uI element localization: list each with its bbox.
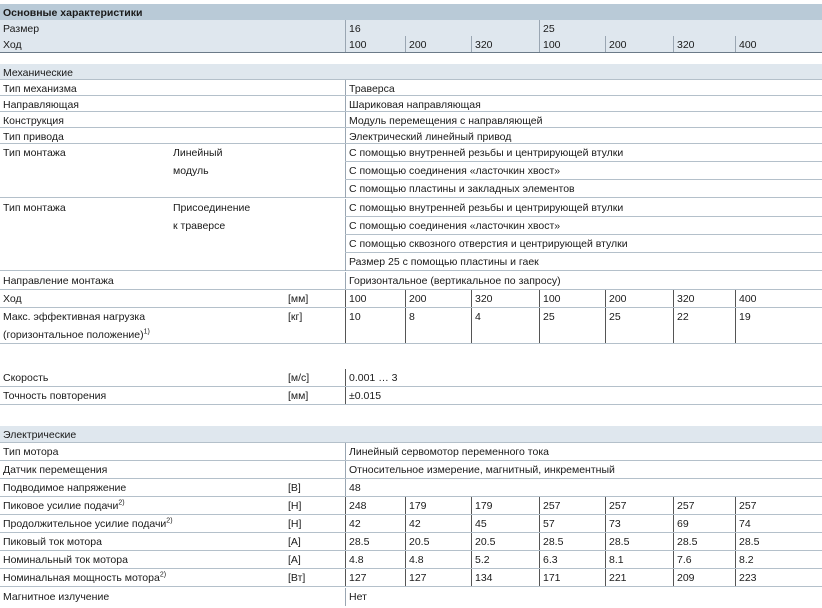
- mechanism-type-value: Траверса: [345, 80, 822, 95]
- payload-value: 19: [735, 308, 822, 343]
- peak-current-label: Пиковый ток мотора: [3, 536, 102, 548]
- mount-type-label: Тип монтажа: [3, 202, 66, 214]
- drive-type-value: Электрический линейный привод: [345, 128, 822, 143]
- mount-traverse-value: С помощью соединения «ласточкин хвост»: [345, 217, 822, 234]
- stroke-value: 200: [605, 290, 673, 307]
- stroke-value: 200: [405, 290, 471, 307]
- encoder-row: [0, 461, 822, 479]
- continuous-force-value: 45: [471, 515, 539, 532]
- continuous-force-value: 73: [605, 515, 673, 532]
- mechanism-type-row: [0, 80, 822, 96]
- section-mechanical: [0, 64, 822, 80]
- mechanism-type-label: Тип механизма: [3, 83, 77, 95]
- peak-force-value: 257: [539, 497, 605, 514]
- magnetic-emission-row: [0, 588, 822, 606]
- continuous-force-value: 69: [673, 515, 735, 532]
- mount-direction-row: [0, 272, 822, 290]
- section-mechanical-label: Механические: [3, 67, 73, 79]
- drive-type-label: Тип привода: [3, 131, 64, 143]
- footnote-2: 2): [118, 499, 125, 507]
- nominal-current-value: 6.3: [539, 551, 605, 568]
- peak-force-value: 257: [735, 497, 822, 514]
- stroke-value: 320: [471, 290, 539, 307]
- nominal-power-value: 221: [605, 569, 673, 586]
- speed-label: Скорость: [3, 372, 49, 384]
- mount-traverse-option: [345, 253, 822, 271]
- guide-row: [0, 96, 822, 112]
- payload-value: 4: [471, 308, 539, 343]
- nominal-power-value: 127: [345, 569, 405, 586]
- continuous-force-value: 42: [345, 515, 405, 532]
- nominal-power-value: 223: [735, 569, 822, 586]
- stroke-header-label: Ход: [3, 39, 22, 51]
- nominal-power-label: [0, 569, 285, 586]
- peak-force-value: 257: [605, 497, 673, 514]
- peak-current-unit: [А]: [288, 536, 301, 548]
- mount-direction-label: Направление монтажа: [3, 275, 114, 287]
- table-title: Основные характеристики: [3, 7, 143, 19]
- guide-value: Шариковая направляющая: [345, 96, 822, 111]
- size-25: 25: [539, 20, 822, 36]
- payload-value: 10: [345, 308, 405, 343]
- mount-sub-line1: Линейный: [173, 147, 223, 159]
- stroke-value: 100: [539, 290, 605, 307]
- mount-sub-line2: к траверсе: [173, 220, 226, 232]
- nominal-power-value: 171: [539, 569, 605, 586]
- section-electrical: [0, 426, 822, 443]
- nominal-power-row: [0, 569, 822, 587]
- table-title-row: [0, 4, 822, 20]
- payload-value: 8: [405, 308, 471, 343]
- payload-label-line2: [0, 326, 285, 343]
- continuous-force-row: [0, 515, 822, 533]
- nominal-current-unit: [А]: [288, 554, 301, 566]
- footnote-1: 1): [143, 328, 150, 336]
- payload-value: 25: [539, 308, 605, 343]
- stroke-header-row: [0, 36, 822, 53]
- speed-value: 0.001 … 3: [345, 369, 822, 386]
- mount-linear-value: С помощью внутренней резьбы и центрирующей втулки: [345, 144, 822, 161]
- peak-force-value: 257: [673, 497, 735, 514]
- nominal-current-value: 8.2: [735, 551, 822, 568]
- peak-force-value: 248: [345, 497, 405, 514]
- continuous-force-value: 57: [539, 515, 605, 532]
- speed-unit: [м/с]: [288, 372, 310, 384]
- mount-traverse-option: [345, 217, 822, 235]
- payload-value: 22: [673, 308, 735, 343]
- peak-force-row: [0, 497, 822, 515]
- continuous-force-label-text: Продолжительное усилие подачи: [3, 518, 167, 530]
- voltage-label: Подводимое напряжение: [3, 482, 127, 494]
- nominal-current-value: 4.8: [345, 551, 405, 568]
- payload-label-text: (горизонтальное положение): [3, 329, 144, 341]
- peak-current-value: 28.5: [735, 533, 822, 550]
- design-row: [0, 112, 822, 128]
- peak-current-value: 20.5: [405, 533, 471, 550]
- payload-label-line1: Макс. эффективная нагрузка: [3, 311, 146, 323]
- drive-type-row: [0, 128, 822, 144]
- stroke-header-value: 320: [471, 36, 539, 52]
- peak-current-value: 28.5: [673, 533, 735, 550]
- stroke-header-value: 100: [539, 36, 605, 52]
- motor-type-row: [0, 443, 822, 461]
- stroke-header-value: 100: [345, 36, 405, 52]
- payload-unit: [кг]: [288, 311, 303, 323]
- nominal-power-unit: [Вт]: [288, 572, 306, 584]
- peak-force-unit: [Н]: [288, 500, 302, 512]
- continuous-force-label: [0, 515, 285, 532]
- nominal-current-label: Номинальный ток мотора: [3, 554, 128, 566]
- design-label: Конструкция: [3, 115, 64, 127]
- peak-force-value: 179: [405, 497, 471, 514]
- continuous-force-unit: [Н]: [288, 518, 302, 530]
- mount-traverse-option: [345, 235, 822, 253]
- voltage-row: [0, 479, 822, 497]
- peak-current-value: 28.5: [345, 533, 405, 550]
- nominal-power-label-text: Номинальная мощность мотора: [3, 572, 160, 584]
- nominal-power-value: 209: [673, 569, 735, 586]
- mount-traverse-value: С помощью внутренней резьбы и центрирующей втулки: [345, 199, 822, 216]
- peak-current-value: 20.5: [471, 533, 539, 550]
- mount-linear-option: [345, 180, 822, 198]
- nominal-power-value: 127: [405, 569, 471, 586]
- peak-force-label: [0, 497, 285, 514]
- mount-direction-value: Горизонтальное (вертикальное по запросу): [345, 272, 822, 289]
- mount-linear-value: С помощью пластины и закладных элементов: [345, 180, 822, 198]
- encoder-value: Относительное измерение, магнитный, инкрементный: [345, 461, 822, 478]
- payload-row: [0, 308, 822, 344]
- encoder-label: Датчик перемещения: [3, 464, 108, 476]
- footnote-2: 2): [159, 571, 167, 579]
- mount-sub-line1: Присоединение: [173, 202, 251, 214]
- magnetic-emission-label: Магнитное излучение: [3, 591, 110, 603]
- peak-current-row: [0, 533, 822, 551]
- repeatability-unit: [мм]: [288, 390, 309, 402]
- footnote-2: 2): [166, 517, 173, 525]
- nominal-current-value: 7.6: [673, 551, 735, 568]
- mount-linear-option: [345, 144, 822, 162]
- stroke-header-value: 200: [605, 36, 673, 52]
- nominal-current-value: 4.8: [405, 551, 471, 568]
- peak-current-value: 28.5: [539, 533, 605, 550]
- continuous-force-value: 42: [405, 515, 471, 532]
- mount-linear-value: С помощью соединения «ласточкин хвост»: [345, 162, 822, 179]
- repeatability-value: ±0.015: [345, 387, 822, 404]
- stroke-header-value: 320: [673, 36, 735, 52]
- payload-value: 25: [605, 308, 673, 343]
- nominal-current-value: 8.1: [605, 551, 673, 568]
- mount-sub-line2: модуль: [173, 165, 209, 177]
- speed-row: [0, 369, 822, 387]
- size-16: 16: [345, 20, 539, 36]
- stroke-row: [0, 290, 822, 308]
- stroke-label: Ход: [3, 293, 22, 305]
- size-row: [0, 20, 822, 36]
- motor-type-value: Линейный сервомотор переменного тока: [345, 443, 822, 460]
- repeatability-label: Точность повторения: [3, 390, 107, 402]
- mount-traverse-value: С помощью сквозного отверстия и центрирующей втулки: [345, 235, 822, 252]
- mount-type-label: Тип монтажа: [3, 147, 66, 159]
- repeatability-row: [0, 387, 822, 405]
- mount-traverse-value: Размер 25 с помощью пластины и гаек: [345, 253, 822, 271]
- continuous-force-value: 74: [735, 515, 822, 532]
- stroke-value: 100: [345, 290, 405, 307]
- stroke-unit: [мм]: [288, 293, 309, 305]
- nominal-current-row: [0, 551, 822, 569]
- mount-linear-option: [345, 162, 822, 180]
- size-label: Размер: [3, 23, 40, 35]
- stroke-value: 320: [673, 290, 735, 307]
- motor-type-label: Тип мотора: [3, 446, 59, 458]
- magnetic-emission-value: Нет: [345, 588, 822, 606]
- peak-current-value: 28.5: [605, 533, 673, 550]
- nominal-current-value: 5.2: [471, 551, 539, 568]
- mount-traverse-option: [345, 199, 822, 217]
- peak-force-label-text: Пиковое усилие подачи: [3, 500, 119, 512]
- guide-label: Направляющая: [3, 99, 79, 111]
- voltage-unit: [В]: [288, 482, 301, 494]
- stroke-header-value: 400: [735, 36, 822, 52]
- section-electrical-label: Электрические: [3, 429, 77, 441]
- voltage-value: 48: [345, 479, 822, 496]
- peak-force-value: 179: [471, 497, 539, 514]
- stroke-value: 400: [735, 290, 822, 307]
- design-value: Модуль перемещения с направляющей: [345, 112, 822, 127]
- stroke-header-value: 200: [405, 36, 471, 52]
- nominal-power-value: 134: [471, 569, 539, 586]
